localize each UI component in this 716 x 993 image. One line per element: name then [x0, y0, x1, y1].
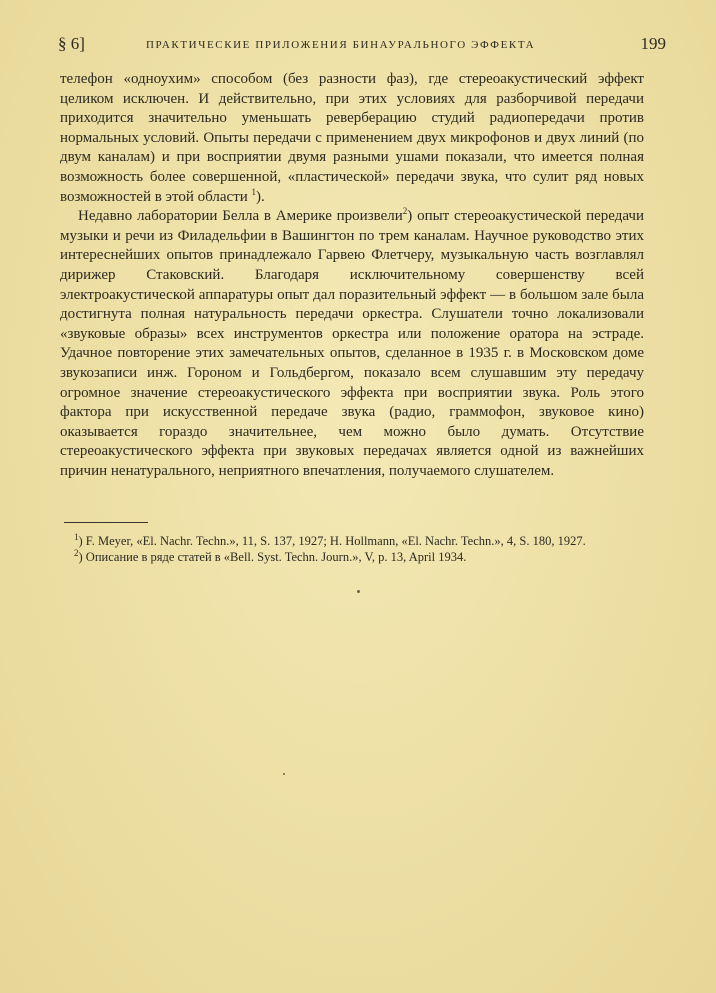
page-number: 199 [640, 34, 666, 53]
footnote-2-mark: 2 [74, 547, 79, 558]
footnote-1-text: F. Meyer, «El. Nachr. Techn.», 11, S. 137, 1927; H. Hollmann, «El. Nachr. Techn.», 4, S. 180, 1927. [85, 534, 586, 548]
running-header [58, 34, 666, 58]
footnote-ref-1[interactable]: 1 [251, 186, 257, 197]
paragraph-1: телефон «одноухим» способом (без разности фаз), где стереоакустический эффект целиком исключен. И действительно, при этих условиях для разборчивой передачи приходится значительно уменьшать реверберацию студий радиопередачи против нормальных условий. Опыты передачи с применением двух микрофонов и двух линий (по двум каналам) и при восприятии двумя разными ушами показали, что имеется полная возможность более совершенной, «пластической» передачи звука, что сулит ряд новых возможностей в этой области $^1$). [60, 71, 644, 205]
main-text [60, 70, 644, 481]
footnote-1: $^1$) F. Meyer, «El. Nachr. Techn.», 11, S. 137, 1927; H. Hollmann, «El. Nachr. Techn.», 4, S. 180, 1927. [74, 531, 586, 548]
footnote-1-mark: 1 [74, 531, 79, 542]
section-mark: § 6] [58, 34, 85, 53]
footnote-divider [64, 522, 148, 523]
paragraph-2: Недавно лаборатории Белла в Америке произвели$^2$) опыт стереоакустической передачи музыки и речи из Филадельфии в Вашингтон по трем каналам. Научное руководство этих интереснейших опытов принадлежало Гарвею Флетчеру, музыкальную часть возглавлял дирижер Стаковский. Благодаря исключительному совершенству всей электроакустической аппаратуры опыт дал поразительный эффект — в большом зале была достигнута полная натуральность передачи оркестра. Слушатели точно локализовали «звуковые образы» всех инструментов оркестра или положение оратора на эстраде. Удачное повторение этих замечательных опытов, сделанное в 1935 г. в Московском доме звукозаписи инж. Гороном и Гольдбергом, показало всем слушавшим эту передачу огромное значение стереоакустического эффекта при восприятии звука. Роль этого фактора при искусственной передаче звука (радио, граммофон, звуковое кино) оказывается гораздо значительнее, чем можно было думать. Отсутствие стереоакустического эффекта при звуковых передачах является одной из важнейших причин ненатурального, неприятного впечатления, получаемого слушателем. [60, 206, 645, 479]
footnote-2-text: Описание в ряде статей в «Bell. Syst. Techn. Journ.», V, p. 13, April 1934. [85, 550, 467, 564]
ink-speck [357, 590, 360, 593]
footnote-2: $^2$) Описание в ряде статей в «Bell. Syst. Techn. Journ.», V, p. 13, April 1934. [74, 547, 467, 564]
footnote-ref-2[interactable]: 2 [402, 206, 408, 217]
ink-speck [283, 773, 285, 775]
paragraph-2-lead: Недавно лаборатории Белла в Америке произвели [78, 208, 403, 225]
running-title: ПРАКТИЧЕСКИЕ ПРИЛОЖЕНИЯ БИНАУРАЛЬНОГО ЭФФЕКТА [146, 39, 536, 51]
paragraph-1-text: телефон «одноухим» способом (без разности фаз), где стереоакустический эффект целиком исключен. И действительно, при этих условиях для разборчивой передачи приходится значительно уменьшать реверберацию студий радиопередачи против нормальных условий. Опыты передачи с применением двух микрофонов и двух линий (по двум каналам) и при восприятии двумя разными ушами показали, что имеется полная возможность более совершенной, «пластической» передачи звука, что сулит ряд новых возможностей в этой области [60, 71, 644, 205]
footnotes [74, 531, 644, 566]
paragraph-2-text: опыт стереоакустической передачи музыки и речи из Филадельфии в Вашингтон по трем каналам. Научное руководство этих интереснейших опытов принадлежало Гарвею Флетчеру, музыкальную часть возглавлял дирижер Стаковский. Благодаря исключительному совершенству всей электроакустической аппаратуры опыт дал поразительный эффект — в большом зале была достигнута полная натуральность передачи оркестра. Слушатели точно локализовали «звуковые образы» всех инструментов оркестра или положение оратора на эстраде. Удачное повторение этих замечательных опытов, сделанное в 1935 г. в Московском доме звукозаписи инж. Гороном и Гольдбергом, показало всем слушавшим эту передачу огромное значение стереоакустического эффекта при восприятии звука. Роль этого фактора при искусственной передаче звука (радио, граммофон, звуковое кино) оказывается гораздо значительнее, чем можно было думать. Отсутствие стереоакустического эффекта при звуковых передачах является одной из важнейших причин ненатурального, неприятного впечатления, получаемого слушателем. [60, 208, 645, 479]
